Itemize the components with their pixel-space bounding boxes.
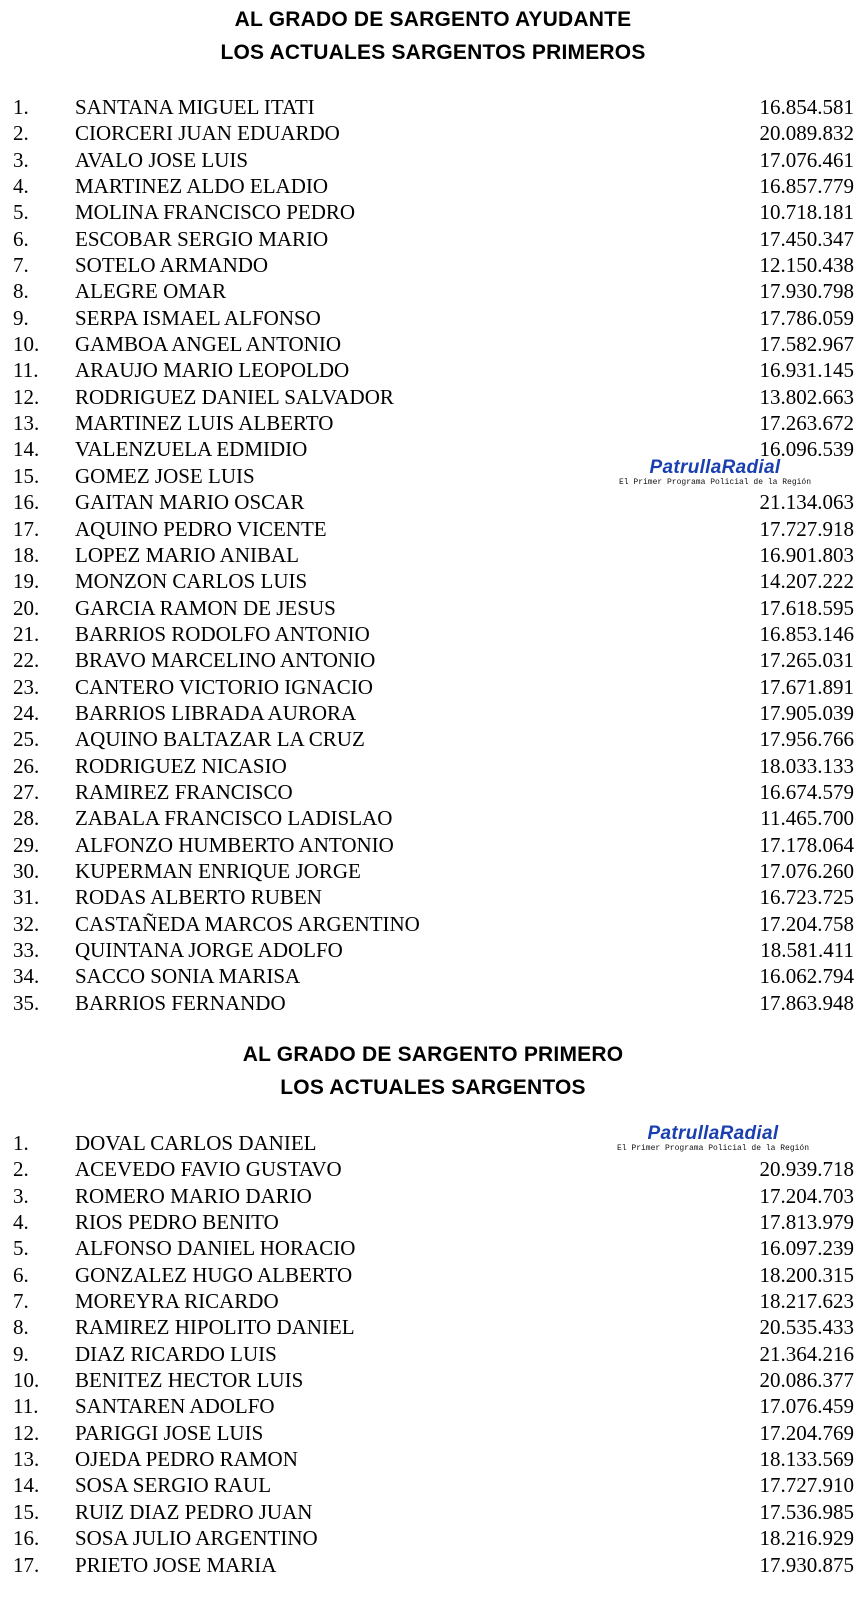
person-name: ACEVEDO FAVIO GUSTAVO xyxy=(75,1157,342,1182)
person-name: ALEGRE OMAR xyxy=(75,279,227,304)
list-item xyxy=(0,884,866,910)
row-number: 7. xyxy=(13,1289,29,1314)
list-item xyxy=(0,1314,866,1340)
id-number: 17.536.985 xyxy=(759,1499,854,1524)
person-name: CASTAÑEDA MARCOS ARGENTINO xyxy=(75,911,420,936)
list-item xyxy=(0,937,866,963)
id-number: 20.535.433 xyxy=(759,1315,854,1340)
list-item xyxy=(0,489,866,515)
person-name: MOLINA FRANCISCO PEDRO xyxy=(75,200,356,225)
row-number: 9. xyxy=(13,305,29,330)
row-number: 23. xyxy=(13,674,40,699)
person-name: GAITAN MARIO OSCAR xyxy=(75,490,305,515)
person-name: CIORCERI JUAN EDUARDO xyxy=(75,121,340,146)
id-number: 17.178.064 xyxy=(759,832,854,857)
list-item xyxy=(0,963,866,989)
id-number: 16.901.803 xyxy=(759,542,854,567)
row-number: 29. xyxy=(13,832,40,857)
row-number: 10. xyxy=(13,332,40,357)
row-number: 4. xyxy=(13,1210,29,1235)
list-item xyxy=(0,647,866,673)
person-name: DIAZ RICARDO LUIS xyxy=(75,1341,277,1366)
row-number: 15. xyxy=(13,1499,40,1524)
list-item xyxy=(0,674,866,700)
list-item xyxy=(0,516,866,542)
id-number: 17.076.459 xyxy=(759,1394,854,1419)
id-number: 17.204.769 xyxy=(759,1420,854,1445)
list-item xyxy=(0,726,866,752)
row-number: 8. xyxy=(13,279,29,304)
row-number: 34. xyxy=(13,964,40,989)
person-name: GAMBOA ANGEL ANTONIO xyxy=(75,332,342,357)
id-number: 18.033.133 xyxy=(759,753,854,778)
person-name: ALFONSO DANIEL HORACIO xyxy=(75,1236,356,1261)
id-number: 18.581.411 xyxy=(760,938,854,962)
id-number: 13.802.663 xyxy=(759,384,854,409)
patrulla-radial-logo-2 xyxy=(588,1124,838,1154)
list-item xyxy=(0,858,866,884)
person-name: MARTINEZ LUIS ALBERTO xyxy=(75,411,334,436)
person-name: AVALO JOSE LUIS xyxy=(75,147,249,172)
row-number: 16. xyxy=(13,1526,40,1551)
row-number: 19. xyxy=(13,569,40,594)
row-number: 4. xyxy=(13,174,29,199)
list-item xyxy=(0,305,866,331)
list-item xyxy=(0,911,866,937)
person-name: ARAUJO MARIO LEOPOLDO xyxy=(75,358,350,383)
section-1-title-line-2: LOS ACTUALES SARGENTOS PRIMEROS xyxy=(220,41,646,64)
list-item xyxy=(0,832,866,858)
row-number: 13. xyxy=(13,1447,40,1472)
row-number: 14. xyxy=(13,1473,40,1498)
list-item xyxy=(0,621,866,647)
row-number: 22. xyxy=(13,648,40,673)
id-number: 16.674.579 xyxy=(759,779,854,804)
person-name: SOTELO ARMANDO xyxy=(75,253,269,278)
id-number: 17.450.347 xyxy=(759,226,854,251)
promotion-list-sargento-ayudante xyxy=(0,94,866,1016)
list-item xyxy=(0,173,866,199)
promotion-list-sargento-primero xyxy=(0,1130,866,1578)
id-number: 17.956.766 xyxy=(759,727,854,752)
logo-slogan: El Primer Programa Policial de la Región xyxy=(618,478,812,487)
id-number: 16.853.146 xyxy=(759,621,854,646)
list-item xyxy=(0,278,866,304)
logo-slogan: El Primer Programa Policial de la Región xyxy=(616,1144,810,1153)
list-item xyxy=(0,568,866,594)
person-name: RAMIREZ HIPOLITO DANIEL xyxy=(75,1315,355,1340)
id-number: 16.723.725 xyxy=(759,885,854,910)
row-number: 3. xyxy=(13,1183,29,1208)
row-number: 28. xyxy=(13,806,40,831)
list-item xyxy=(0,1420,866,1446)
person-name: AQUINO PEDRO VICENTE xyxy=(75,516,327,541)
list-item xyxy=(0,331,866,357)
id-number: 18.217.623 xyxy=(759,1289,854,1314)
person-name: RAMIREZ FRANCISCO xyxy=(75,779,293,804)
person-name: SOSA JULIO ARGENTINO xyxy=(75,1526,318,1551)
id-number: 16.931.145 xyxy=(759,358,854,383)
list-item xyxy=(0,1341,866,1367)
person-name: VALENZUELA EDMIDIO xyxy=(75,437,308,462)
id-number: 17.076.461 xyxy=(759,147,854,172)
person-name: RODRIGUEZ DANIEL SALVADOR xyxy=(75,384,394,409)
id-number: 20.086.377 xyxy=(759,1368,854,1393)
section-2-title-line-2: LOS ACTUALES SARGENTOS xyxy=(280,1076,586,1099)
list-item xyxy=(0,1472,866,1498)
logo-wordmark: PatrullaRadial xyxy=(647,1123,779,1144)
id-number: 17.863.948 xyxy=(759,990,854,1015)
id-number: 17.905.039 xyxy=(759,700,854,725)
row-number: 13. xyxy=(13,411,40,436)
person-name: ZABALA FRANCISCO LADISLAO xyxy=(75,806,393,831)
row-number: 7. xyxy=(13,253,29,278)
id-number: 16.062.794 xyxy=(759,964,854,989)
row-number: 9. xyxy=(13,1341,29,1366)
row-number: 35. xyxy=(13,990,40,1015)
person-name: QUINTANA JORGE ADOLFO xyxy=(75,938,343,962)
id-number: 10.718.181 xyxy=(759,200,854,225)
person-name: RODRIGUEZ NICASIO xyxy=(75,753,287,778)
list-item xyxy=(0,410,866,436)
list-item xyxy=(0,226,866,252)
person-name: PARIGGI JOSE LUIS xyxy=(75,1420,264,1445)
person-name: GONZALEZ HUGO ALBERTO xyxy=(75,1262,353,1287)
person-name: GOMEZ JOSE LUIS xyxy=(75,463,255,488)
id-number: 16.857.779 xyxy=(759,174,854,199)
row-number: 24. xyxy=(13,700,40,725)
id-number: 11.465.700 xyxy=(760,806,854,831)
id-number: 17.786.059 xyxy=(759,305,854,330)
person-name: GARCIA RAMON DE JESUS xyxy=(75,595,336,620)
list-item xyxy=(0,147,866,173)
list-item xyxy=(0,199,866,225)
id-number: 17.671.891 xyxy=(759,674,854,699)
list-item xyxy=(0,1288,866,1314)
row-number: 11. xyxy=(13,358,39,383)
row-number: 33. xyxy=(13,938,40,962)
id-number: 14.207.222 xyxy=(759,569,854,594)
row-number: 12. xyxy=(13,1420,40,1445)
list-item xyxy=(0,1156,866,1182)
list-item xyxy=(0,1393,866,1419)
id-number: 17.930.798 xyxy=(759,279,854,304)
person-name: AQUINO BALTAZAR LA CRUZ xyxy=(75,727,365,752)
list-item xyxy=(0,542,866,568)
list-item xyxy=(0,1525,866,1551)
id-number: 17.263.672 xyxy=(759,411,854,436)
list-item xyxy=(0,595,866,621)
person-name: OJEDA PEDRO RAMON xyxy=(75,1447,298,1472)
list-item xyxy=(0,1235,866,1261)
person-name: PRIETO JOSE MARIA xyxy=(75,1552,277,1577)
list-item xyxy=(0,1209,866,1235)
id-number: 17.813.979 xyxy=(759,1210,854,1235)
person-name: CANTERO VICTORIO IGNACIO xyxy=(75,674,373,699)
section-2-title-line-1: AL GRADO DE SARGENTO PRIMERO xyxy=(242,1043,624,1066)
list-item xyxy=(0,1183,866,1209)
list-item xyxy=(0,805,866,831)
row-number: 26. xyxy=(13,753,40,778)
row-number: 27. xyxy=(13,779,40,804)
person-name: SANTAREN ADOLFO xyxy=(75,1394,275,1419)
person-name: BARRIOS RODOLFO ANTONIO xyxy=(75,621,370,646)
id-number: 12.150.438 xyxy=(759,253,854,278)
row-number: 2. xyxy=(13,1157,29,1182)
list-item xyxy=(0,779,866,805)
person-name: SOSA SERGIO RAUL xyxy=(75,1473,272,1498)
id-number: 17.076.260 xyxy=(759,858,854,883)
person-name: ALFONZO HUMBERTO ANTONIO xyxy=(75,832,394,857)
id-number: 18.200.315 xyxy=(759,1262,854,1287)
person-name: LOPEZ MARIO ANIBAL xyxy=(75,542,299,567)
list-item xyxy=(0,384,866,410)
id-number: 16.854.581 xyxy=(759,95,854,119)
id-number: 17.265.031 xyxy=(759,648,854,673)
list-item xyxy=(0,753,866,779)
person-name: MONZON CARLOS LUIS xyxy=(75,569,308,594)
person-name: BARRIOS FERNANDO xyxy=(75,990,286,1015)
person-name: SANTANA MIGUEL ITATI xyxy=(75,95,315,119)
id-number: 17.582.967 xyxy=(759,332,854,357)
list-item xyxy=(0,120,866,146)
row-number: 1. xyxy=(13,1131,29,1155)
row-number: 20. xyxy=(13,595,40,620)
list-item xyxy=(0,94,866,120)
person-name: ROMERO MARIO DARIO xyxy=(75,1183,312,1208)
row-number: 30. xyxy=(13,858,40,883)
person-name: ESCOBAR SERGIO MARIO xyxy=(75,226,329,251)
person-name: RODAS ALBERTO RUBEN xyxy=(75,885,322,910)
row-number: 5. xyxy=(13,200,29,225)
row-number: 21. xyxy=(13,621,40,646)
person-name: DOVAL CARLOS DANIEL xyxy=(75,1131,317,1155)
row-number: 18. xyxy=(13,542,40,567)
row-number: 5. xyxy=(13,1236,29,1261)
list-item xyxy=(0,1499,866,1525)
row-number: 32. xyxy=(13,911,40,936)
row-number: 25. xyxy=(13,727,40,752)
row-number: 31. xyxy=(13,885,40,910)
row-number: 14. xyxy=(13,437,40,462)
id-number: 17.727.910 xyxy=(759,1473,854,1498)
list-item xyxy=(0,1367,866,1393)
id-number: 17.930.875 xyxy=(759,1552,854,1577)
person-name: KUPERMAN ENRIQUE JORGE xyxy=(75,858,361,883)
row-number: 8. xyxy=(13,1315,29,1340)
id-number: 21.134.063 xyxy=(759,490,854,515)
list-item xyxy=(0,1262,866,1288)
id-number: 16.097.239 xyxy=(759,1236,854,1261)
row-number: 2. xyxy=(13,121,29,146)
id-number: 21.364.216 xyxy=(759,1341,854,1366)
id-number: 20.089.832 xyxy=(759,121,854,146)
id-number: 20.939.718 xyxy=(759,1157,854,1182)
patrulla-radial-logo xyxy=(590,458,840,488)
list-item xyxy=(0,990,866,1016)
row-number: 16. xyxy=(13,490,40,515)
id-number: 18.216.929 xyxy=(759,1526,854,1551)
row-number: 11. xyxy=(13,1394,39,1419)
person-name: SACCO SONIA MARISA xyxy=(75,964,301,989)
id-number: 17.204.703 xyxy=(759,1183,854,1208)
row-number: 15. xyxy=(13,463,40,488)
row-number: 17. xyxy=(13,516,40,541)
person-name: MARTINEZ ALDO ELADIO xyxy=(75,174,329,199)
person-name: RIOS PEDRO BENITO xyxy=(75,1210,279,1235)
row-number: 3. xyxy=(13,147,29,172)
list-item xyxy=(0,700,866,726)
section-1-title-line-1: AL GRADO DE SARGENTO AYUDANTE xyxy=(234,8,632,31)
list-item xyxy=(0,252,866,278)
person-name: MOREYRA RICARDO xyxy=(75,1289,279,1314)
list-item xyxy=(0,1446,866,1472)
person-name: RUIZ DIAZ PEDRO JUAN xyxy=(75,1499,313,1524)
id-number: 17.204.758 xyxy=(759,911,854,936)
row-number: 6. xyxy=(13,1262,29,1287)
row-number: 10. xyxy=(13,1368,40,1393)
person-name: BARRIOS LIBRADA AURORA xyxy=(75,700,357,725)
row-number: 6. xyxy=(13,226,29,251)
list-item xyxy=(0,357,866,383)
row-number: 17. xyxy=(13,1552,40,1577)
row-number: 12. xyxy=(13,384,40,409)
id-number: 18.133.569 xyxy=(759,1447,854,1472)
id-number: 16.096.539 xyxy=(759,437,854,462)
id-number: 17.618.595 xyxy=(759,595,854,620)
person-name: BENITEZ HECTOR LUIS xyxy=(75,1368,304,1393)
logo-wordmark: PatrullaRadial xyxy=(649,457,781,478)
person-name: SERPA ISMAEL ALFONSO xyxy=(75,305,321,330)
list-item xyxy=(0,1552,866,1578)
id-number: 17.727.918 xyxy=(759,516,854,541)
row-number: 1. xyxy=(13,95,29,119)
person-name: BRAVO MARCELINO ANTONIO xyxy=(75,648,376,673)
